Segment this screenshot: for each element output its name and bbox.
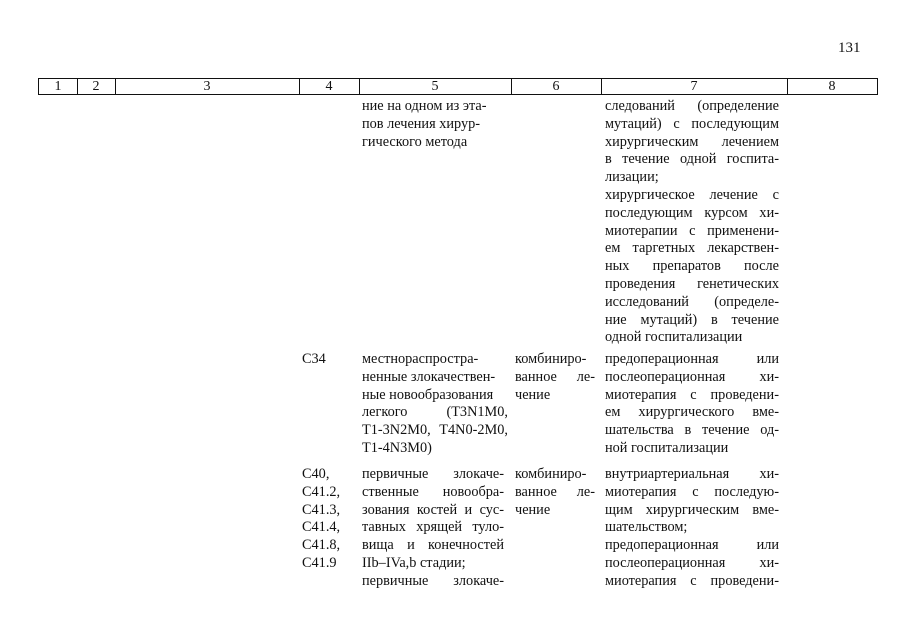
row3-col6-text: комбиниро- ванное ле- чение <box>515 466 595 518</box>
header-col-4: 4 <box>325 79 333 94</box>
row2-col7-text: предоперационная или послеоперационная хи- миотерапия с проведени- ем хирургического вме- шательства в течение од- ной госпитализации <box>605 351 779 456</box>
row2-col5-text: местнораспростра- ненные злокачествен- ные новообразования легкого (T3N1M0, T1-3N2M0, T4N0-2M0, T1-4N3M0) <box>362 351 508 456</box>
page-number: 131 <box>838 40 861 56</box>
table-header <box>38 78 878 95</box>
row3-col7-text: внутриартериальная хи- миотерапия с последую- щим хирургическим вме- шательством; предоперационная или послеоперационная хи- миотерапия с проведени- <box>605 466 779 589</box>
row3-col4-codes: С40, С41.2, С41.3, С41.4, С41.8, С41.9 <box>302 466 341 571</box>
row1-col7-text: следований (определение мутаций) с последующим хирургическим лечением в течение одной госпита- лизации; хирургическое лечение с последующим курсом хи- миотерапии с применени- ем таргетных лекарствен- ных препаратов после проведения генетических исследований (определе- ние мутаций) в течение одной госпитализации <box>605 98 779 346</box>
header-col-2: 2 <box>92 79 100 94</box>
header-col-6: 6 <box>552 79 560 94</box>
header-col-1: 1 <box>54 79 62 94</box>
header-col-8: 8 <box>828 79 836 94</box>
header-col-5: 5 <box>431 79 439 94</box>
row2-col4-code: С34 <box>302 351 326 367</box>
row1-col5-text: ние на одном из эта- пов лечения хирур- гического метода <box>362 98 487 150</box>
row3-col5-text: первичные злокаче- ственные новообра- зования костей и сус- тавных хрящей туло- вища и конечностей IIb–IVa,b стадии; первичные злокаче- <box>362 466 504 589</box>
header-col-7: 7 <box>690 79 698 94</box>
row2-col6-text: комбиниро- ванное ле- чение <box>515 351 595 403</box>
header-col-3: 3 <box>203 79 211 94</box>
